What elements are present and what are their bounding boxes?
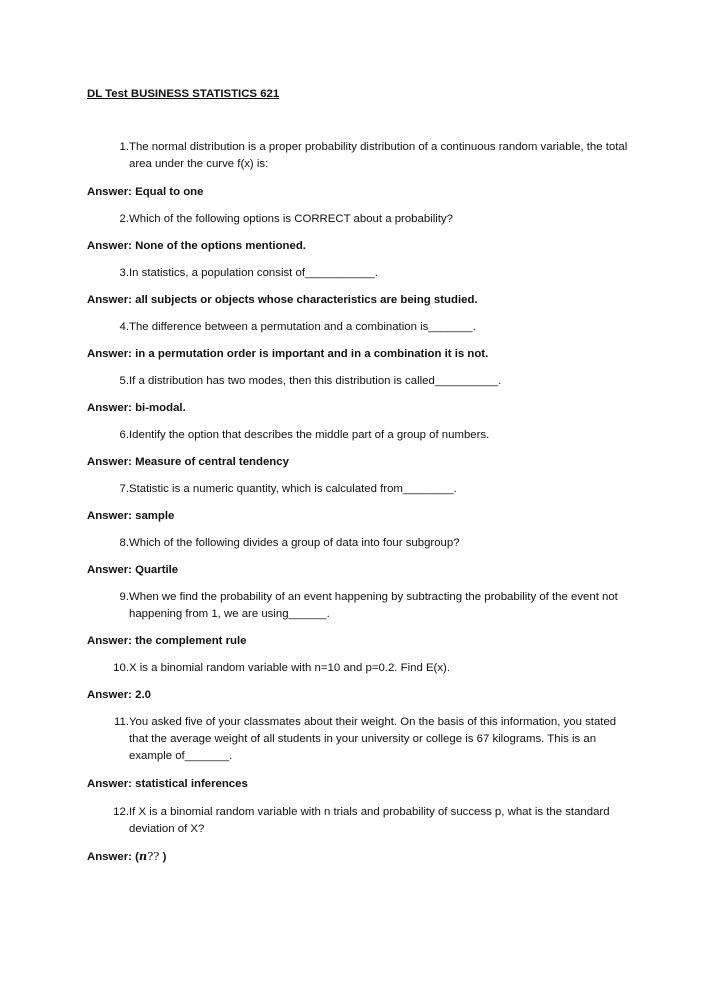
question-number: 4.	[119, 321, 129, 333]
answer-8: Answer: Quartile	[87, 564, 179, 576]
math-unrendered-glyphs: ??	[147, 849, 160, 863]
question-text: You asked five of your classmates about their weight. On the basis of this information, you stated that the average weight of all students in your university or college is 67 kilograms. This is an example of_______.	[129, 716, 617, 762]
answer-2: Answer: None of the options mentioned.	[87, 240, 306, 252]
question-1	[87, 139, 632, 173]
question-number: 8.	[119, 537, 129, 549]
question-text: If X is a binomial random variable with n trials and probability of success p, what is the standard deviation of X?	[129, 806, 610, 835]
question-number: 10.	[113, 662, 129, 674]
question-number: 6.	[119, 429, 129, 441]
question-number: 5.	[119, 375, 129, 387]
question-text: The normal distribution is a proper probability distribution of a continuous random variable, the total area under the curve f(x) is:	[129, 141, 628, 170]
answer-suffix: )	[159, 851, 167, 863]
answer-1: Answer: Equal to one	[87, 186, 204, 198]
question-number: 11.	[114, 716, 129, 728]
question-number: 1.	[119, 141, 129, 153]
answer-9: Answer: the complement rule	[87, 635, 247, 647]
question-9	[87, 589, 632, 623]
question-11	[87, 714, 632, 765]
question-text: In statistics, a population consist of___________.	[129, 267, 378, 279]
question-2	[87, 211, 632, 228]
answer-12	[87, 848, 166, 866]
question-number: 2.	[119, 213, 129, 225]
answer-4: Answer: in a permutation order is important and in a combination it is not.	[87, 348, 489, 360]
question-10	[87, 660, 632, 677]
answer-5: Answer: bi-modal.	[87, 402, 186, 414]
question-number: 7.	[119, 483, 129, 495]
question-6	[87, 427, 632, 444]
question-text: The difference between a permutation and a combination is_______.	[129, 321, 476, 333]
question-number: 3.	[119, 267, 129, 279]
answer-prefix: Answer: (	[87, 851, 139, 863]
answer-11: Answer: statistical inferences	[87, 778, 248, 790]
answer-7: Answer: sample	[87, 510, 175, 522]
question-text: Which of the following options is CORRECT about a probability?	[129, 213, 453, 225]
question-number: 12.	[113, 806, 129, 818]
question-text: Statistic is a numeric quantity, which is calculated from________.	[129, 483, 457, 495]
question-text: If a distribution has two modes, then this distribution is called__________.	[129, 375, 502, 387]
question-text: X is a binomial random variable with n=10 and p=0.2. Find E(x).	[129, 662, 451, 674]
question-8	[87, 535, 632, 552]
question-4	[87, 319, 632, 336]
question-text: Which of the following divides a group of data into four subgroup?	[129, 537, 460, 549]
math-variable: n	[138, 849, 148, 863]
answer-6: Answer: Measure of central tendency	[87, 456, 289, 468]
question-5	[87, 373, 632, 390]
question-text: When we find the probability of an event happening by subtracting the probability of the event not happening from 1, we are using______.	[129, 591, 618, 620]
question-7	[87, 481, 632, 498]
question-text: Identify the option that describes the middle part of a group of numbers.	[129, 429, 490, 441]
answer-10: Answer: 2.0	[87, 689, 151, 701]
question-number: 9.	[119, 591, 129, 603]
answer-3: Answer: all subjects or objects whose characteristics are being studied.	[87, 294, 478, 306]
question-12	[87, 804, 632, 838]
question-3	[87, 265, 632, 282]
document-title: DL Test BUSINESS STATISTICS 621	[87, 88, 280, 100]
